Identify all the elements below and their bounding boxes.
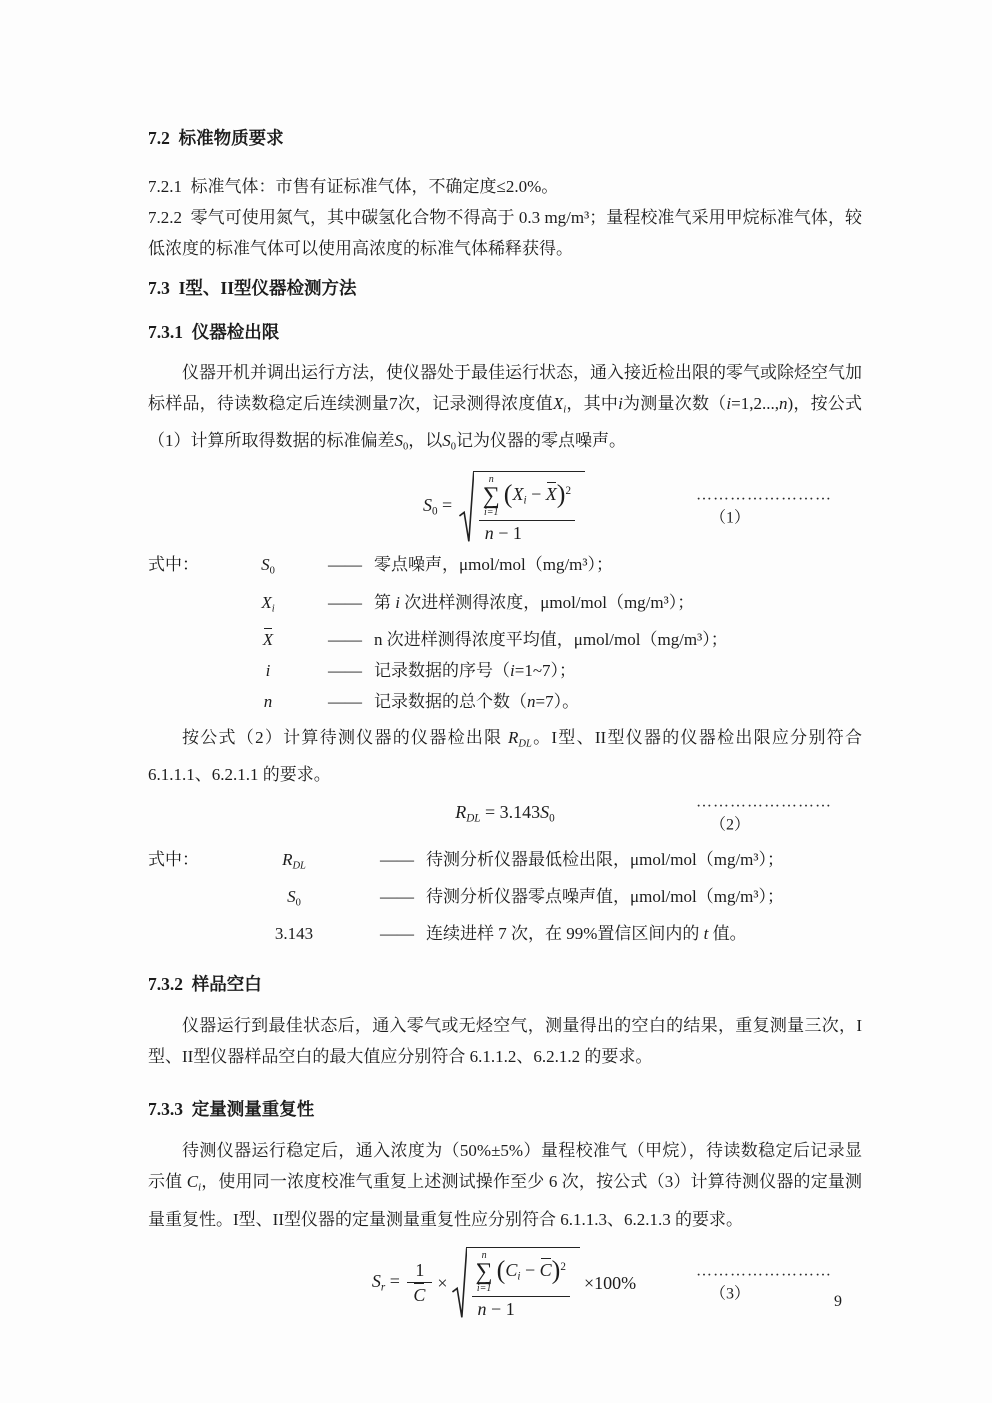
- legend-desc: 连续进样 7 次，在 99%置信区间内的 t 值。: [426, 924, 747, 944]
- legend-desc: 零点噪声，μmol/mol（mg/m³）；: [374, 555, 613, 575]
- formula-1-tag: [672, 468, 832, 545]
- legend-dash: ——: [328, 555, 362, 575]
- legend-desc: 待测分析仪器零点噪声值，μmol/mol（mg/m³）；: [426, 887, 784, 907]
- numerator-terms: $(Xi - X)^2$: [503, 480, 572, 510]
- legend-symbol: n: [263, 691, 273, 711]
- legend-symbol: i: [265, 660, 271, 680]
- legend-symbol: X: [262, 629, 274, 649]
- page-number: 9: [834, 1293, 842, 1310]
- numerator-terms: $(Ci - C)^2$: [496, 1256, 566, 1286]
- legend-desc: 记录数据的序号（i=1~7）；: [374, 660, 577, 680]
- formula-1: [423, 471, 587, 543]
- fraction-one-over-cbar: [407, 1260, 432, 1306]
- legend-item: [148, 686, 862, 717]
- heading-7-2: 7.2 标准物质要求: [148, 128, 284, 148]
- summation-symbol: [476, 1251, 493, 1294]
- legend-desc: 记录数据的总个数（n=7）。: [374, 691, 580, 711]
- formula-3-row: [148, 1247, 862, 1319]
- legend-desc: n 次进样测得浓度平均值，μmol/mol（mg/m³）；: [374, 629, 728, 649]
- legend-dash: ——: [328, 691, 362, 711]
- para-7-3-3: 待测仪器运行稳定后，通入浓度为（50%±5%）量程校准气（甲烷），待读数稳定后记录显示值 Ci，使用同一浓度校准气重复上述测试操作至少 6 次，按公式（3）计算待测仪器的定量测量重复性。I型、II型仪器的定量测量重复性应分别符合 6.1.1.3、6.2.1.3 的要求。: [148, 1141, 863, 1229]
- legend-symbol: S0: [287, 887, 301, 909]
- legend-item: [148, 918, 862, 949]
- legend-dash: ——: [328, 660, 362, 680]
- legend-desc: 第 i 次进样测得浓度，μmol/mol（mg/m³）；: [374, 592, 695, 612]
- legend-dash: ——: [380, 887, 414, 907]
- dot-leader: ……………………: [696, 1262, 832, 1280]
- summation-symbol: [483, 475, 500, 518]
- legend-desc: 待测分析仪器最低检出限，μmol/mol（mg/m³）；: [426, 849, 784, 869]
- legend-dash: ——: [328, 592, 362, 612]
- dot-leader: ……………………: [696, 486, 832, 504]
- formula-2-row: [148, 793, 862, 834]
- radical-icon: [452, 1247, 467, 1319]
- formula-1-legend: [148, 549, 862, 717]
- formula-2-tag: [672, 775, 832, 852]
- legend-item: [148, 624, 862, 655]
- denominator: n − 1: [472, 1296, 570, 1320]
- sum-lower-limit: i=1: [483, 506, 499, 518]
- para-7-3-1: 仪器开机并调出运行方法，使仪器处于最佳运行状态，通入接近检出限的零气或除烃空气加标样品，待读数稳定后连续测量7次，记录测得浓度值Xi，其中i为测量次数（i=1,2...,n)，按公式（1）计算所取得数据的标准偏差S0，以S0记为仪器的零点噪声。: [148, 363, 863, 453]
- legend-symbol: RDL: [282, 849, 306, 872]
- denominator: n − 1: [479, 520, 575, 544]
- para-7-2-1: 7.2.1 标准气体：市售有证标准气体，不确定度≤2.0%。: [148, 177, 559, 196]
- legend-symbol: S0: [261, 555, 275, 577]
- formula-3: [372, 1247, 638, 1319]
- square-root: [459, 471, 585, 543]
- heading-7-3-1: 7.3.1 仪器检出限: [148, 322, 280, 342]
- times-100-percent: ×100%: [583, 1272, 637, 1293]
- legend-symbol: Xi: [261, 592, 275, 614]
- legend-dash: ——: [380, 849, 414, 869]
- radical-icon: [459, 471, 474, 543]
- square-root: [452, 1247, 580, 1319]
- legend-dash: ——: [328, 629, 362, 649]
- para-7-2-2: 7.2.2 零气可使用氮气，其中碳氢化合物不得高于 0.3 mg/m³；量程校准气采用甲烷标准气体，较低浓度的标准气体可以使用高浓度的标准气体稀释获得。: [148, 208, 862, 258]
- radicand: [473, 471, 585, 543]
- heading-7-3-2: 7.3.2 样品空白: [148, 974, 262, 995]
- formula-1-lhs: S0 =: [422, 495, 457, 518]
- legend-item: [148, 881, 862, 918]
- legend-item: [148, 655, 862, 686]
- sum-upper-limit: n: [488, 473, 494, 485]
- legend-item: [148, 549, 862, 586]
- legend-label: 式中：: [148, 555, 199, 575]
- fraction: [479, 475, 575, 543]
- legend-symbol: 3.143: [274, 924, 314, 944]
- numerator: 1: [415, 1259, 425, 1280]
- legend-dash: ——: [380, 924, 414, 944]
- formula-2-number: （2）: [710, 816, 751, 834]
- heading-7-3-3: 7.3.3 定量测量重复性: [148, 1099, 315, 1120]
- formula-2-legend: [148, 844, 862, 950]
- formula-3-lhs: Sr =: [371, 1271, 405, 1294]
- formula-2-body: RDL = 3.143S0: [455, 802, 555, 825]
- para-formula-2-intro: 按公式（2）计算待测仪器的仪器检出限 RDL。I型、II型仪器的仪器检出限应分别符合 6.1.1.1、6.2.1.1 的要求。: [148, 727, 867, 785]
- sum-upper-limit: n: [481, 1249, 487, 1261]
- formula-2: [455, 802, 555, 825]
- sigma-icon: ∑: [475, 1258, 493, 1285]
- formula-3-number: （3）: [710, 1285, 751, 1303]
- dot-leader: ……………………: [696, 793, 832, 811]
- fraction: [472, 1251, 570, 1319]
- para-7-3-2: 仪器运行到最佳状态后，通入零气或无烃空气，测量得出的空白的结果，重复测量三次，I型、II型仪器样品空白的最大值应分别符合 6.1.1.2、6.2.1.2 的要求。: [148, 1016, 862, 1067]
- radicand: [466, 1247, 580, 1319]
- legend-label: 式中：: [148, 849, 199, 869]
- heading-7-3: 7.3 I型、II型仪器检测方法: [148, 278, 357, 298]
- denominator: C: [407, 1282, 432, 1306]
- sum-lower-limit: i=1: [476, 1282, 492, 1294]
- formula-3-tag: [672, 1244, 832, 1321]
- legend-item: [148, 587, 862, 624]
- formula-1-number: （1）: [710, 509, 751, 527]
- sigma-icon: ∑: [482, 482, 500, 509]
- multiply-sign: ×: [437, 1272, 448, 1293]
- formula-1-row: [148, 471, 862, 543]
